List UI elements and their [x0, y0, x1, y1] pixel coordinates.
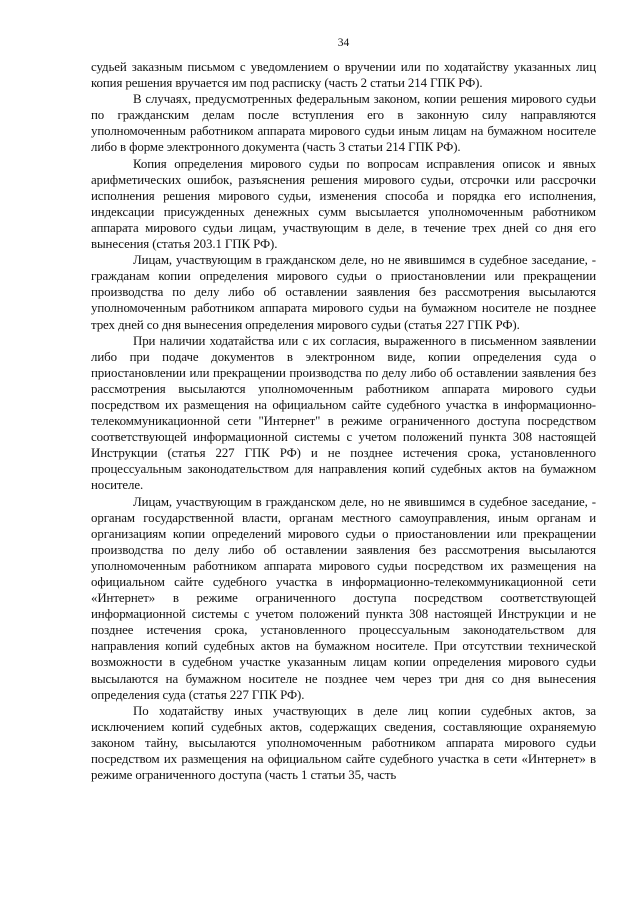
paragraph-6: Лицам, участвующим в гражданском деле, но не явившимся в судебное заседание, - органам государственной власти, органам местного самоуправления, иным органам и организациям копии определений мирового судьи о приостановлении или прекращении производства по делу либо об оставлении заявления без рассмотрения высылаются уполномоченным работником аппарата мирового судьи посредством их размещения на официальном сайте судебного участка в информационно-телекоммуникационной сети «Интернет» в режиме ограниченного доступа посредством соответствующей информационной системы с учетом положений пункта 308 настоящей Инструкции и не позднее истечения срока, установленного процессуальным законодательством для направления копий судебных актов на бумажном носителе. При отсутствии технической возможности в судебном участке указанным лицам копии определения мирового судьи высылаются на бумажном носителе не позднее чем через три дня со дня вынесения определения суда (статья 227 ГПК РФ). [91, 494, 596, 702]
paragraph-3: Копия определения мирового судьи по вопросам исправления описок и явных арифметических ошибок, разъяснения решения мирового судьи, отсрочки или рассрочки исполнения решения мирового судьи, изменения способа и порядка его исполнения, индексации присужденных денежных сумм высылается уполномоченным работником аппарата мирового судьи лицам, участвующим в деле, в течение трех дней со дня его вынесения (статья 203.1 ГПК РФ). [91, 156, 596, 252]
paragraph-7: По ходатайству иных участвующих в деле лиц копии судебных актов, за исключением копий судебных актов, содержащих сведения, составляющие охраняемую законом тайну, высылаются уполномоченным работником аппарата мирового судьи посредством их размещения на официальном сайте судебного участка в сети «Интернет» в режиме ограниченного доступа (часть 1 статьи 35, часть [91, 703, 596, 783]
paragraph-1: судьей заказным письмом с уведомлением о вручении или по ходатайству указанных лиц копия решения вручается им под расписку (часть 2 статьи 214 ГПК РФ). [91, 60, 596, 91]
paragraph-2: В случаях, предусмотренных федеральным законом, копии решения мирового судьи по гражданским делам после вступления его в законную силу направляются уполномоченным работником аппарата мирового судьи иным лицам на бумажном носителе либо в форме электронного документа (часть 3 статьи 214 ГПК РФ). [91, 92, 596, 155]
paragraph-4: Лицам, участвующим в гражданском деле, но не явившимся в судебное заседание, - гражданам копии определения мирового судьи о приостановлении или прекращении производства по делу либо об оставлении заявления без рассмотрения высылаются уполномоченным работником аппарата мирового судьи на бумажном носителе не позднее трех дней со дня вынесения определения мирового судьи (статья 227 ГПК РФ). [91, 253, 596, 332]
paragraph-5: При наличии ходатайства или с их согласия, выраженного в письменном заявлении либо при подаче документов в электронном виде, копии определения суда о приостановлении или прекращении производства по делу либо об оставлении заявления без рассмотрения высылаются уполномоченным работником аппарата мирового судьи посредством их размещения на официальном сайте судебного участка в информационно-телекоммуникационной сети "Интернет" в режиме ограниченного доступа посредством соответствующей информационной системы с учетом положений пункта 308 настоящей Инструкции (статья 227 ГПК РФ) и не позднее истечения срока, установленного процессуальным законодательством для направления копий судебных актов на бумажном носителе. [91, 333, 596, 493]
page-number: 34 [337, 37, 350, 49]
